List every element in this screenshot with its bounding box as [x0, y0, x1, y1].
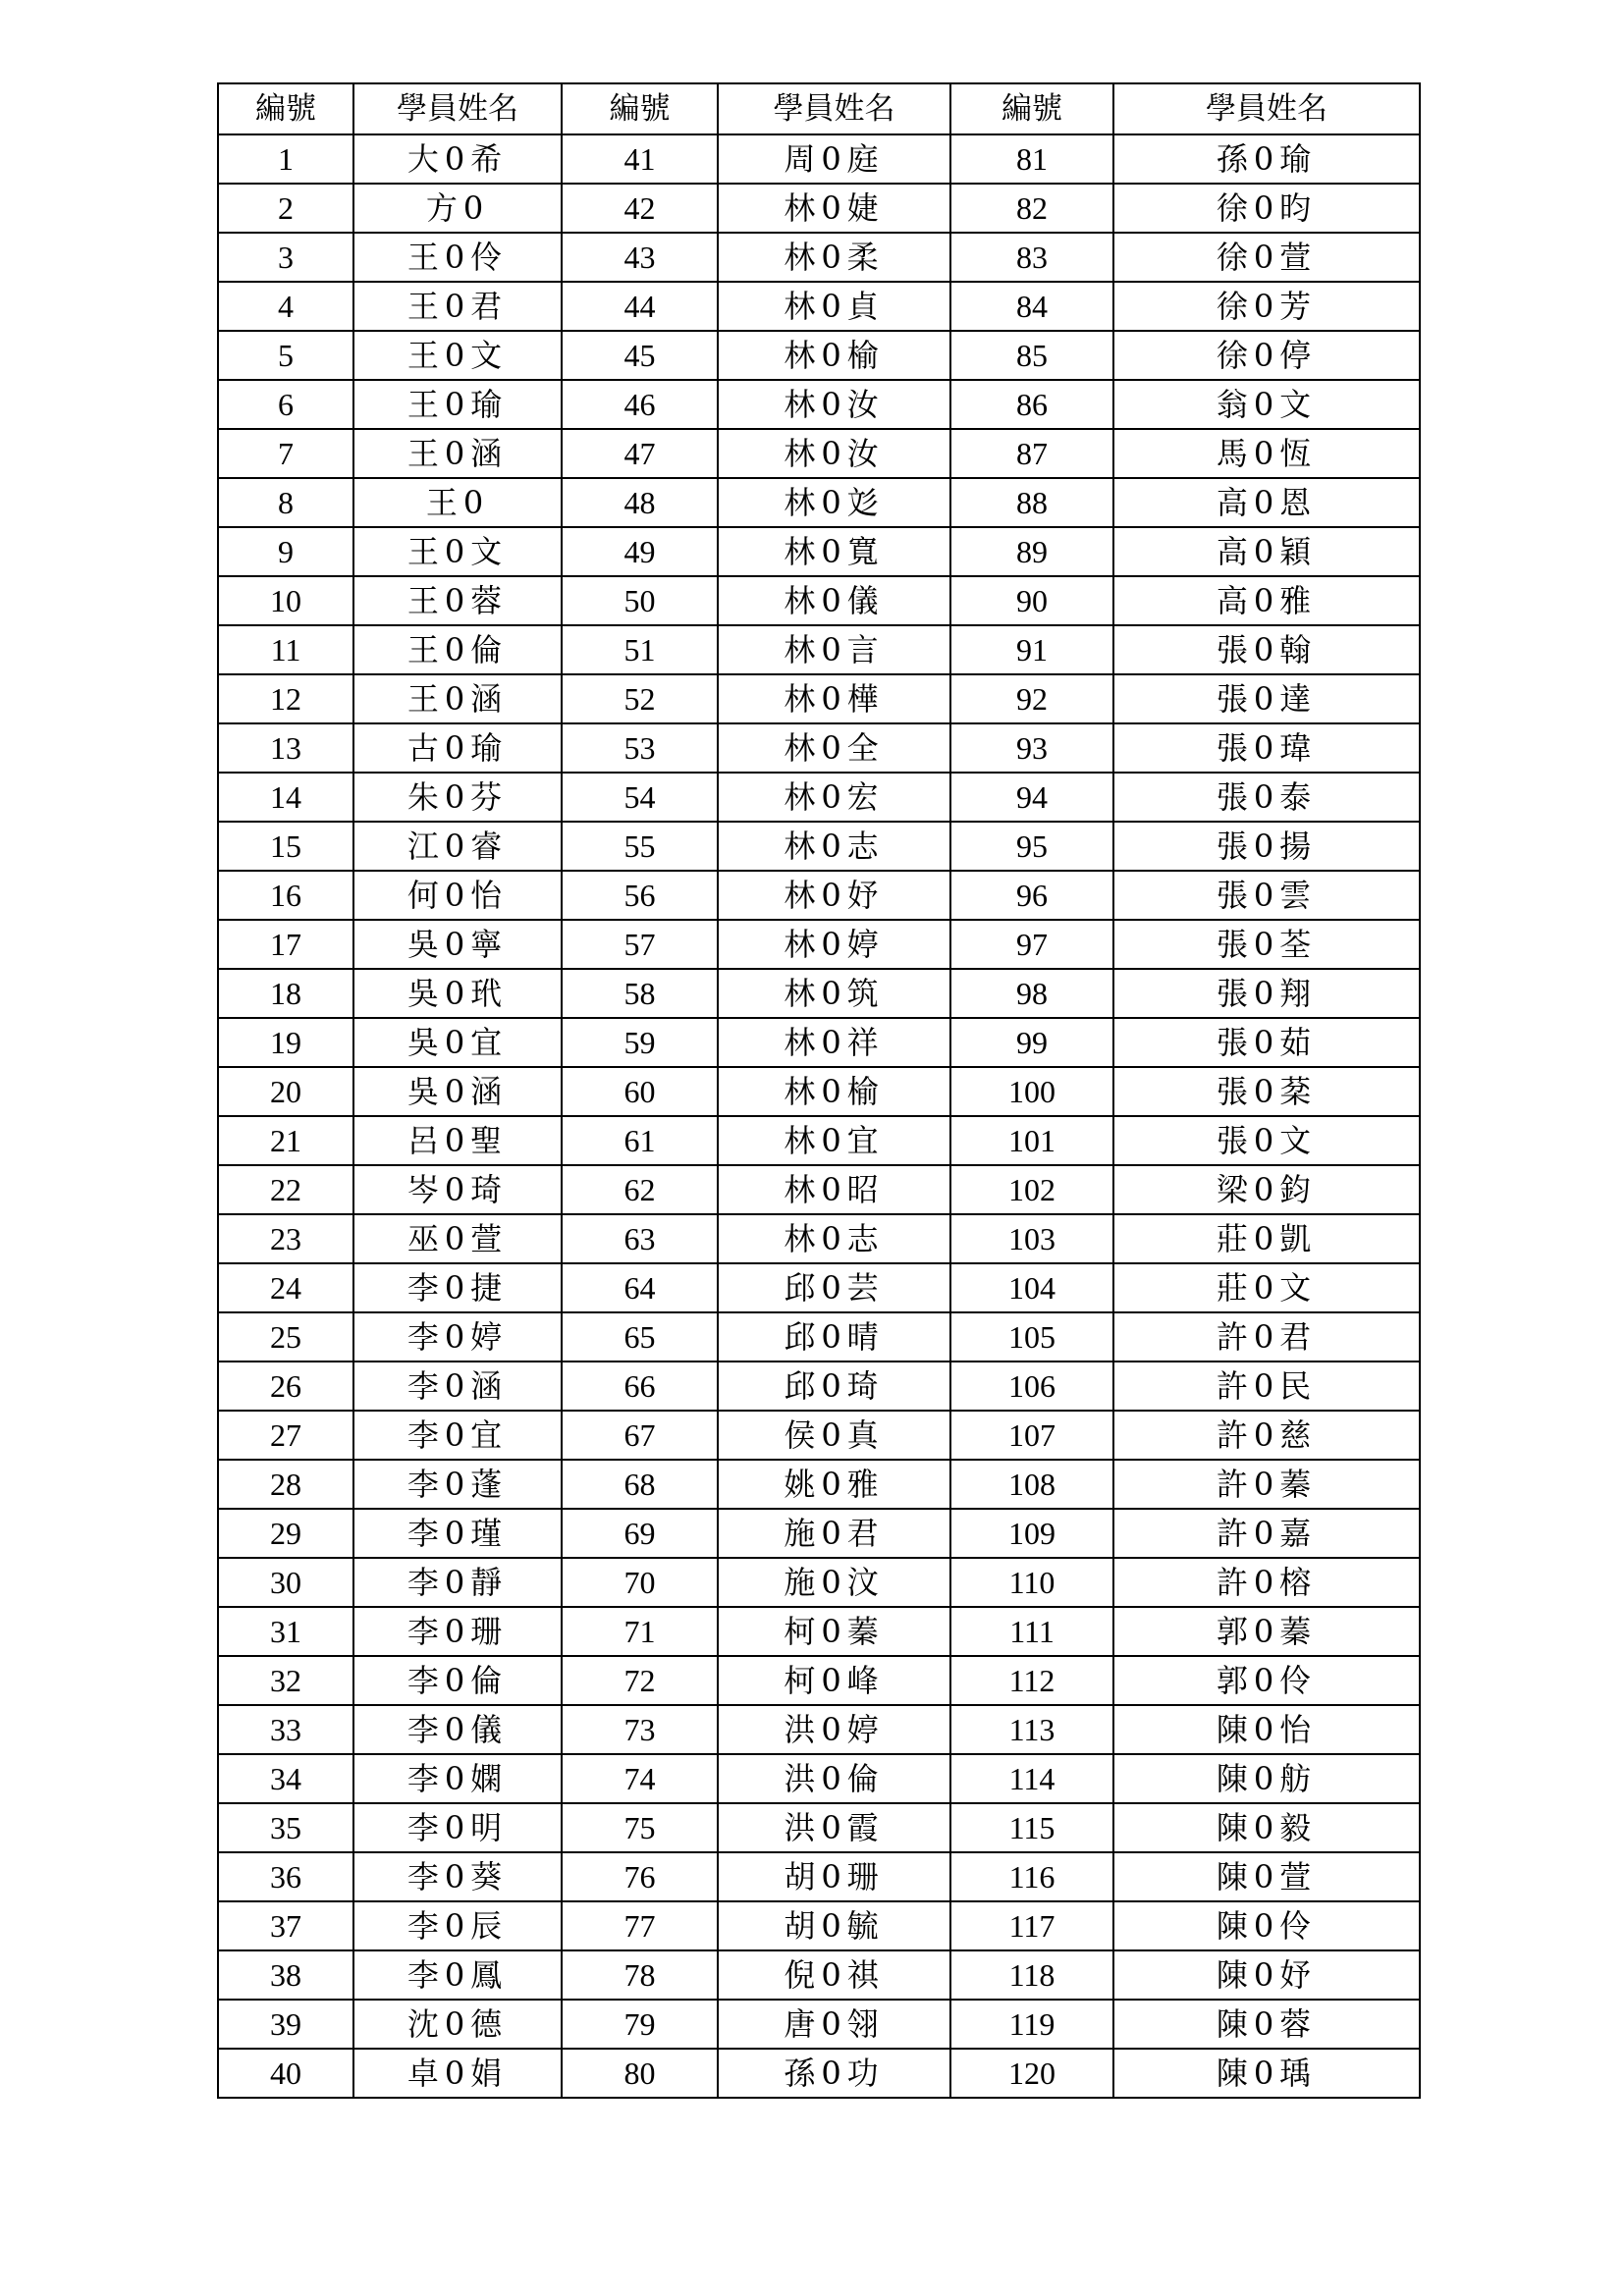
table-row — [218, 1852, 1420, 1901]
student-number: 88 — [950, 478, 1113, 527]
student-number: 72 — [562, 1656, 718, 1705]
student-number: 83 — [950, 233, 1113, 282]
table-row — [218, 920, 1420, 969]
student-name: 倪0祺 — [718, 1950, 950, 2000]
student-number: 8 — [218, 478, 353, 527]
student-number: 46 — [562, 380, 718, 429]
student-name: 林0志 — [718, 1214, 950, 1263]
student-name: 卓0娟 — [353, 2049, 562, 2098]
student-name: 張0翔 — [1113, 969, 1420, 1018]
student-number: 27 — [218, 1411, 353, 1460]
student-name: 林0彣 — [718, 478, 950, 527]
student-number: 102 — [950, 1165, 1113, 1214]
student-number: 103 — [950, 1214, 1113, 1263]
table-row — [218, 1901, 1420, 1950]
student-name: 王0伶 — [353, 233, 562, 282]
student-name: 方0 — [353, 184, 562, 233]
student-number: 30 — [218, 1558, 353, 1607]
student-number: 21 — [218, 1116, 353, 1165]
table-row — [218, 822, 1420, 871]
student-name: 徐0萱 — [1113, 233, 1420, 282]
student-name: 許0慈 — [1113, 1411, 1420, 1460]
student-number: 74 — [562, 1754, 718, 1803]
student-name: 李0婷 — [353, 1312, 562, 1362]
student-number: 119 — [950, 2000, 1113, 2049]
student-number: 113 — [950, 1705, 1113, 1754]
student-name: 李0蓬 — [353, 1460, 562, 1509]
student-number: 93 — [950, 723, 1113, 773]
student-name: 林0柔 — [718, 233, 950, 282]
student-name: 呂0聖 — [353, 1116, 562, 1165]
student-name: 陳0蓉 — [1113, 2000, 1420, 2049]
student-number: 7 — [218, 429, 353, 478]
student-number: 54 — [562, 773, 718, 822]
student-number: 78 — [562, 1950, 718, 2000]
student-number: 6 — [218, 380, 353, 429]
table-row — [218, 1165, 1420, 1214]
student-name: 李0珊 — [353, 1607, 562, 1656]
student-name: 陳0怡 — [1113, 1705, 1420, 1754]
student-name: 張0雲 — [1113, 871, 1420, 920]
student-name: 馬0恆 — [1113, 429, 1420, 478]
table-row — [218, 1411, 1420, 1460]
table-row — [218, 1362, 1420, 1411]
student-name: 洪0婷 — [718, 1705, 950, 1754]
student-number: 101 — [950, 1116, 1113, 1165]
table-row — [218, 2049, 1420, 2098]
student-name: 侯0真 — [718, 1411, 950, 1460]
student-name: 吳0玳 — [353, 969, 562, 1018]
student-name: 林0言 — [718, 625, 950, 674]
student-number: 91 — [950, 625, 1113, 674]
student-name: 林0祥 — [718, 1018, 950, 1067]
student-name: 莊0文 — [1113, 1263, 1420, 1312]
student-name: 林0昭 — [718, 1165, 950, 1214]
student-number: 84 — [950, 282, 1113, 331]
student-name: 王0君 — [353, 282, 562, 331]
student-number: 95 — [950, 822, 1113, 871]
student-number: 61 — [562, 1116, 718, 1165]
student-name: 唐0翎 — [718, 2000, 950, 2049]
student-name: 施0君 — [718, 1509, 950, 1558]
table-row — [218, 773, 1420, 822]
table-row — [218, 576, 1420, 625]
student-name: 張0翰 — [1113, 625, 1420, 674]
student-number: 29 — [218, 1509, 353, 1558]
table-row — [218, 871, 1420, 920]
student-name: 胡0珊 — [718, 1852, 950, 1901]
student-name: 張0棻 — [1113, 1067, 1420, 1116]
student-name: 陳0伶 — [1113, 1901, 1420, 1950]
student-number: 96 — [950, 871, 1113, 920]
student-name: 陳0萱 — [1113, 1852, 1420, 1901]
student-number: 3 — [218, 233, 353, 282]
student-name: 胡0毓 — [718, 1901, 950, 1950]
student-number: 66 — [562, 1362, 718, 1411]
table-row — [218, 1116, 1420, 1165]
student-number: 99 — [950, 1018, 1113, 1067]
student-number: 49 — [562, 527, 718, 576]
student-number: 39 — [218, 2000, 353, 2049]
student-number: 110 — [950, 1558, 1113, 1607]
student-name: 岑0琦 — [353, 1165, 562, 1214]
student-number: 35 — [218, 1803, 353, 1852]
student-name: 江0睿 — [353, 822, 562, 871]
student-number: 31 — [218, 1607, 353, 1656]
student-number: 109 — [950, 1509, 1113, 1558]
student-name: 王0涵 — [353, 429, 562, 478]
student-name: 林0貞 — [718, 282, 950, 331]
student-name: 施0汶 — [718, 1558, 950, 1607]
student-number: 118 — [950, 1950, 1113, 2000]
student-name: 張0揚 — [1113, 822, 1420, 871]
student-number: 79 — [562, 2000, 718, 2049]
table-row — [218, 1312, 1420, 1362]
student-number: 59 — [562, 1018, 718, 1067]
student-number: 15 — [218, 822, 353, 871]
student-name: 林0全 — [718, 723, 950, 773]
student-name: 吳0宜 — [353, 1018, 562, 1067]
student-number: 44 — [562, 282, 718, 331]
student-name: 李0明 — [353, 1803, 562, 1852]
student-number: 10 — [218, 576, 353, 625]
student-name: 林0汝 — [718, 380, 950, 429]
student-number: 42 — [562, 184, 718, 233]
column-header-name: 學員姓名 — [718, 83, 950, 134]
student-number: 23 — [218, 1214, 353, 1263]
student-number: 85 — [950, 331, 1113, 380]
student-number: 14 — [218, 773, 353, 822]
student-number: 104 — [950, 1263, 1113, 1312]
student-number: 112 — [950, 1656, 1113, 1705]
student-name: 吳0涵 — [353, 1067, 562, 1116]
table-row — [218, 1214, 1420, 1263]
table-row — [218, 1803, 1420, 1852]
student-number: 56 — [562, 871, 718, 920]
student-name: 李0辰 — [353, 1901, 562, 1950]
student-name: 孫0功 — [718, 2049, 950, 2098]
student-number: 26 — [218, 1362, 353, 1411]
student-name: 林0筑 — [718, 969, 950, 1018]
student-number: 17 — [218, 920, 353, 969]
student-number: 58 — [562, 969, 718, 1018]
student-name: 李0瑾 — [353, 1509, 562, 1558]
student-number: 111 — [950, 1607, 1113, 1656]
student-name: 林0婷 — [718, 920, 950, 969]
table-row — [218, 1607, 1420, 1656]
student-number: 36 — [218, 1852, 353, 1901]
table-row — [218, 184, 1420, 233]
table-row — [218, 282, 1420, 331]
student-number: 34 — [218, 1754, 353, 1803]
student-number: 62 — [562, 1165, 718, 1214]
student-number: 43 — [562, 233, 718, 282]
student-number: 75 — [562, 1803, 718, 1852]
table-row — [218, 969, 1420, 1018]
student-name: 林0榆 — [718, 1067, 950, 1116]
student-number: 97 — [950, 920, 1113, 969]
student-name: 許0蓁 — [1113, 1460, 1420, 1509]
student-number: 50 — [562, 576, 718, 625]
student-name: 林0宜 — [718, 1116, 950, 1165]
student-number: 52 — [562, 674, 718, 723]
table-row — [218, 1018, 1420, 1067]
student-name: 邱0晴 — [718, 1312, 950, 1362]
student-name: 李0靜 — [353, 1558, 562, 1607]
student-name: 林0志 — [718, 822, 950, 871]
student-name: 張0瑋 — [1113, 723, 1420, 773]
student-number: 24 — [218, 1263, 353, 1312]
student-number: 12 — [218, 674, 353, 723]
student-name: 李0儀 — [353, 1705, 562, 1754]
student-name: 林0樺 — [718, 674, 950, 723]
student-number: 13 — [218, 723, 353, 773]
table-row — [218, 1067, 1420, 1116]
student-name: 張0泰 — [1113, 773, 1420, 822]
student-name: 王0蓉 — [353, 576, 562, 625]
table-row — [218, 1705, 1420, 1754]
table-row — [218, 1950, 1420, 2000]
student-number: 87 — [950, 429, 1113, 478]
student-name: 柯0蓁 — [718, 1607, 950, 1656]
student-name: 孫0瑜 — [1113, 134, 1420, 184]
student-number: 94 — [950, 773, 1113, 822]
student-name: 王0文 — [353, 527, 562, 576]
student-name: 洪0霞 — [718, 1803, 950, 1852]
student-number: 92 — [950, 674, 1113, 723]
student-name: 李0鳳 — [353, 1950, 562, 2000]
student-name: 徐0芳 — [1113, 282, 1420, 331]
student-name: 莊0凱 — [1113, 1214, 1420, 1263]
student-name: 許0君 — [1113, 1312, 1420, 1362]
table-row — [218, 478, 1420, 527]
table-row — [218, 134, 1420, 184]
student-name: 何0怡 — [353, 871, 562, 920]
student-name: 郭0蓁 — [1113, 1607, 1420, 1656]
table-row — [218, 1754, 1420, 1803]
student-name: 沈0德 — [353, 2000, 562, 2049]
student-name: 郭0伶 — [1113, 1656, 1420, 1705]
student-number: 77 — [562, 1901, 718, 1950]
table-row — [218, 380, 1420, 429]
student-name: 張0荃 — [1113, 920, 1420, 969]
table-row — [218, 331, 1420, 380]
student-name: 高0雅 — [1113, 576, 1420, 625]
student-number: 106 — [950, 1362, 1113, 1411]
student-name: 林0儀 — [718, 576, 950, 625]
student-number: 98 — [950, 969, 1113, 1018]
student-name: 張0文 — [1113, 1116, 1420, 1165]
student-name: 林0榆 — [718, 331, 950, 380]
student-name: 張0茹 — [1113, 1018, 1420, 1067]
student-name: 李0葵 — [353, 1852, 562, 1901]
student-name: 高0穎 — [1113, 527, 1420, 576]
student-number: 115 — [950, 1803, 1113, 1852]
student-name: 李0捷 — [353, 1263, 562, 1312]
student-name: 李0嫻 — [353, 1754, 562, 1803]
column-header-name: 學員姓名 — [1113, 83, 1420, 134]
student-name: 周0庭 — [718, 134, 950, 184]
student-number: 65 — [562, 1312, 718, 1362]
student-name: 陳0舫 — [1113, 1754, 1420, 1803]
student-name: 柯0峰 — [718, 1656, 950, 1705]
student-name: 姚0雅 — [718, 1460, 950, 1509]
student-number: 51 — [562, 625, 718, 674]
student-number: 9 — [218, 527, 353, 576]
student-name: 巫0萱 — [353, 1214, 562, 1263]
student-number: 117 — [950, 1901, 1113, 1950]
student-number: 41 — [562, 134, 718, 184]
student-name: 王0瑜 — [353, 380, 562, 429]
student-name: 古0瑜 — [353, 723, 562, 773]
student-number: 32 — [218, 1656, 353, 1705]
student-name: 林0寬 — [718, 527, 950, 576]
student-number: 33 — [218, 1705, 353, 1754]
student-name: 王0倫 — [353, 625, 562, 674]
student-name: 李0宜 — [353, 1411, 562, 1460]
roster-body — [218, 134, 1420, 2098]
table-row — [218, 1509, 1420, 1558]
student-name: 邱0芸 — [718, 1263, 950, 1312]
student-number: 100 — [950, 1067, 1113, 1116]
student-number: 4 — [218, 282, 353, 331]
student-number: 1 — [218, 134, 353, 184]
column-header-name: 學員姓名 — [353, 83, 562, 134]
student-roster-table — [217, 82, 1421, 2099]
student-number: 73 — [562, 1705, 718, 1754]
student-name: 張0達 — [1113, 674, 1420, 723]
student-number: 89 — [950, 527, 1113, 576]
table-row — [218, 625, 1420, 674]
student-number: 116 — [950, 1852, 1113, 1901]
student-number: 64 — [562, 1263, 718, 1312]
student-number: 120 — [950, 2049, 1113, 2098]
student-number: 69 — [562, 1509, 718, 1558]
student-number: 37 — [218, 1901, 353, 1950]
student-name: 李0涵 — [353, 1362, 562, 1411]
student-number: 45 — [562, 331, 718, 380]
student-number: 71 — [562, 1607, 718, 1656]
student-number: 82 — [950, 184, 1113, 233]
student-name: 徐0昀 — [1113, 184, 1420, 233]
column-header-number: 編號 — [562, 83, 718, 134]
student-name: 大0希 — [353, 134, 562, 184]
student-number: 90 — [950, 576, 1113, 625]
table-row — [218, 429, 1420, 478]
student-name: 邱0琦 — [718, 1362, 950, 1411]
table-row — [218, 1460, 1420, 1509]
student-name: 陳0妤 — [1113, 1950, 1420, 2000]
student-number: 68 — [562, 1460, 718, 1509]
student-number: 25 — [218, 1312, 353, 1362]
student-number: 40 — [218, 2049, 353, 2098]
student-number: 20 — [218, 1067, 353, 1116]
student-number: 76 — [562, 1852, 718, 1901]
student-name: 徐0停 — [1113, 331, 1420, 380]
student-number: 81 — [950, 134, 1113, 184]
student-number: 60 — [562, 1067, 718, 1116]
student-name: 洪0倫 — [718, 1754, 950, 1803]
student-name: 林0妤 — [718, 871, 950, 920]
student-name: 翁0文 — [1113, 380, 1420, 429]
student-name: 高0恩 — [1113, 478, 1420, 527]
student-name: 林0婕 — [718, 184, 950, 233]
student-number: 28 — [218, 1460, 353, 1509]
student-number: 2 — [218, 184, 353, 233]
student-number: 38 — [218, 1950, 353, 2000]
student-name: 李0倫 — [353, 1656, 562, 1705]
header-row — [218, 83, 1420, 134]
student-number: 114 — [950, 1754, 1113, 1803]
student-number: 11 — [218, 625, 353, 674]
student-number: 19 — [218, 1018, 353, 1067]
student-number: 55 — [562, 822, 718, 871]
table-row — [218, 527, 1420, 576]
table-row — [218, 723, 1420, 773]
student-number: 47 — [562, 429, 718, 478]
student-number: 105 — [950, 1312, 1113, 1362]
student-number: 80 — [562, 2049, 718, 2098]
column-header-number: 編號 — [950, 83, 1113, 134]
student-number: 53 — [562, 723, 718, 773]
student-number: 70 — [562, 1558, 718, 1607]
student-name: 林0宏 — [718, 773, 950, 822]
student-name: 陳0毅 — [1113, 1803, 1420, 1852]
table-row — [218, 674, 1420, 723]
student-name: 許0榕 — [1113, 1558, 1420, 1607]
student-name: 王0文 — [353, 331, 562, 380]
student-number: 67 — [562, 1411, 718, 1460]
student-number: 48 — [562, 478, 718, 527]
student-number: 108 — [950, 1460, 1113, 1509]
table-row — [218, 1558, 1420, 1607]
student-number: 5 — [218, 331, 353, 380]
student-name: 朱0芬 — [353, 773, 562, 822]
table-row — [218, 1263, 1420, 1312]
student-name: 吳0寧 — [353, 920, 562, 969]
student-number: 107 — [950, 1411, 1113, 1460]
student-name: 梁0鈞 — [1113, 1165, 1420, 1214]
student-number: 22 — [218, 1165, 353, 1214]
student-number: 86 — [950, 380, 1113, 429]
student-name: 許0嘉 — [1113, 1509, 1420, 1558]
table-row — [218, 1656, 1420, 1705]
student-name: 林0汝 — [718, 429, 950, 478]
student-name: 陳0瑀 — [1113, 2049, 1420, 2098]
table-row — [218, 2000, 1420, 2049]
student-number: 63 — [562, 1214, 718, 1263]
student-number: 16 — [218, 871, 353, 920]
student-number: 57 — [562, 920, 718, 969]
table-row — [218, 233, 1420, 282]
student-name: 王0涵 — [353, 674, 562, 723]
student-name: 許0民 — [1113, 1362, 1420, 1411]
student-number: 18 — [218, 969, 353, 1018]
student-name: 王0 — [353, 478, 562, 527]
column-header-number: 編號 — [218, 83, 353, 134]
